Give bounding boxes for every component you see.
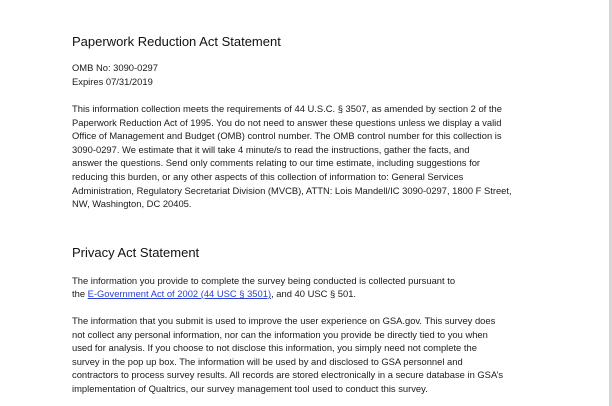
paragraph-line: Office of Management and Budget (OMB) control number. The OMB control number for this collection is — [72, 130, 502, 142]
expiration-date: Expires 07/31/2019 — [72, 76, 153, 87]
paragraph-line: not collect any personal information, nor can the information you provide be directly tied to you when — [72, 328, 488, 340]
paragraph-line: Administration, Regulatory Secretariat Division (MVCB), ATTN: Lois Mandell/IC 3090-0297, 1800 F Street, — [72, 184, 512, 196]
intro-prefix: the — [72, 288, 88, 299]
paragraph-line: Paperwork Reduction Act of 1995. You do not need to answer these questions unless we display a valid — [72, 116, 502, 128]
paragraph-line: NW, Washington, DC 20405. — [72, 198, 192, 210]
paragraph-line: implementation of Qualtrics, our survey management tool used to conduct this survey. — [72, 383, 428, 394]
privacy-heading: Privacy Act Statement — [72, 245, 200, 260]
paragraph-line: reducing this burden, or any other aspects of this collection of information to: General Services — [72, 171, 464, 182]
privacy-intro-line — [72, 288, 356, 300]
privacy-intro-line: The information you provide to complete the survey being conducted is collected pursuant to — [72, 275, 456, 286]
paragraph-line: survey in the pop up box. The information will be used by and disclosed to GSA personnel and — [72, 355, 463, 367]
paragraph-line: The information that you submit is used to improve the user experience on GSA.gov. This survey does — [72, 315, 496, 326]
e-government-act-link[interactable]: E-Government Act of 2002 (44 USC § 3501) — [87, 288, 272, 299]
intro-suffix: , and 40 USC § 501. — [271, 288, 357, 299]
omb-number: OMB No: 3090-0297 — [72, 62, 158, 73]
paragraph-line: used for analysis. If you choose to not disclose this information, you simply need not complete the — [72, 342, 477, 354]
paragraph-line: This information collection meets the requirements of 44 U.S.C. § 3507, as amended by section 2 of the — [72, 103, 502, 114]
paragraph-line: 3090-0297. We estimate that it will take 4 minute/s to read the instructions, gather the facts, and — [72, 143, 470, 155]
paragraph-line: contractors to process survey results. All records are stored electronically in a secure database in GSA’s — [72, 369, 504, 381]
paperwork-heading: Paperwork Reduction Act Statement — [72, 34, 281, 49]
paragraph-line: answer the questions. Send only comments relating to our time estimate, including suggestions for — [72, 157, 481, 169]
